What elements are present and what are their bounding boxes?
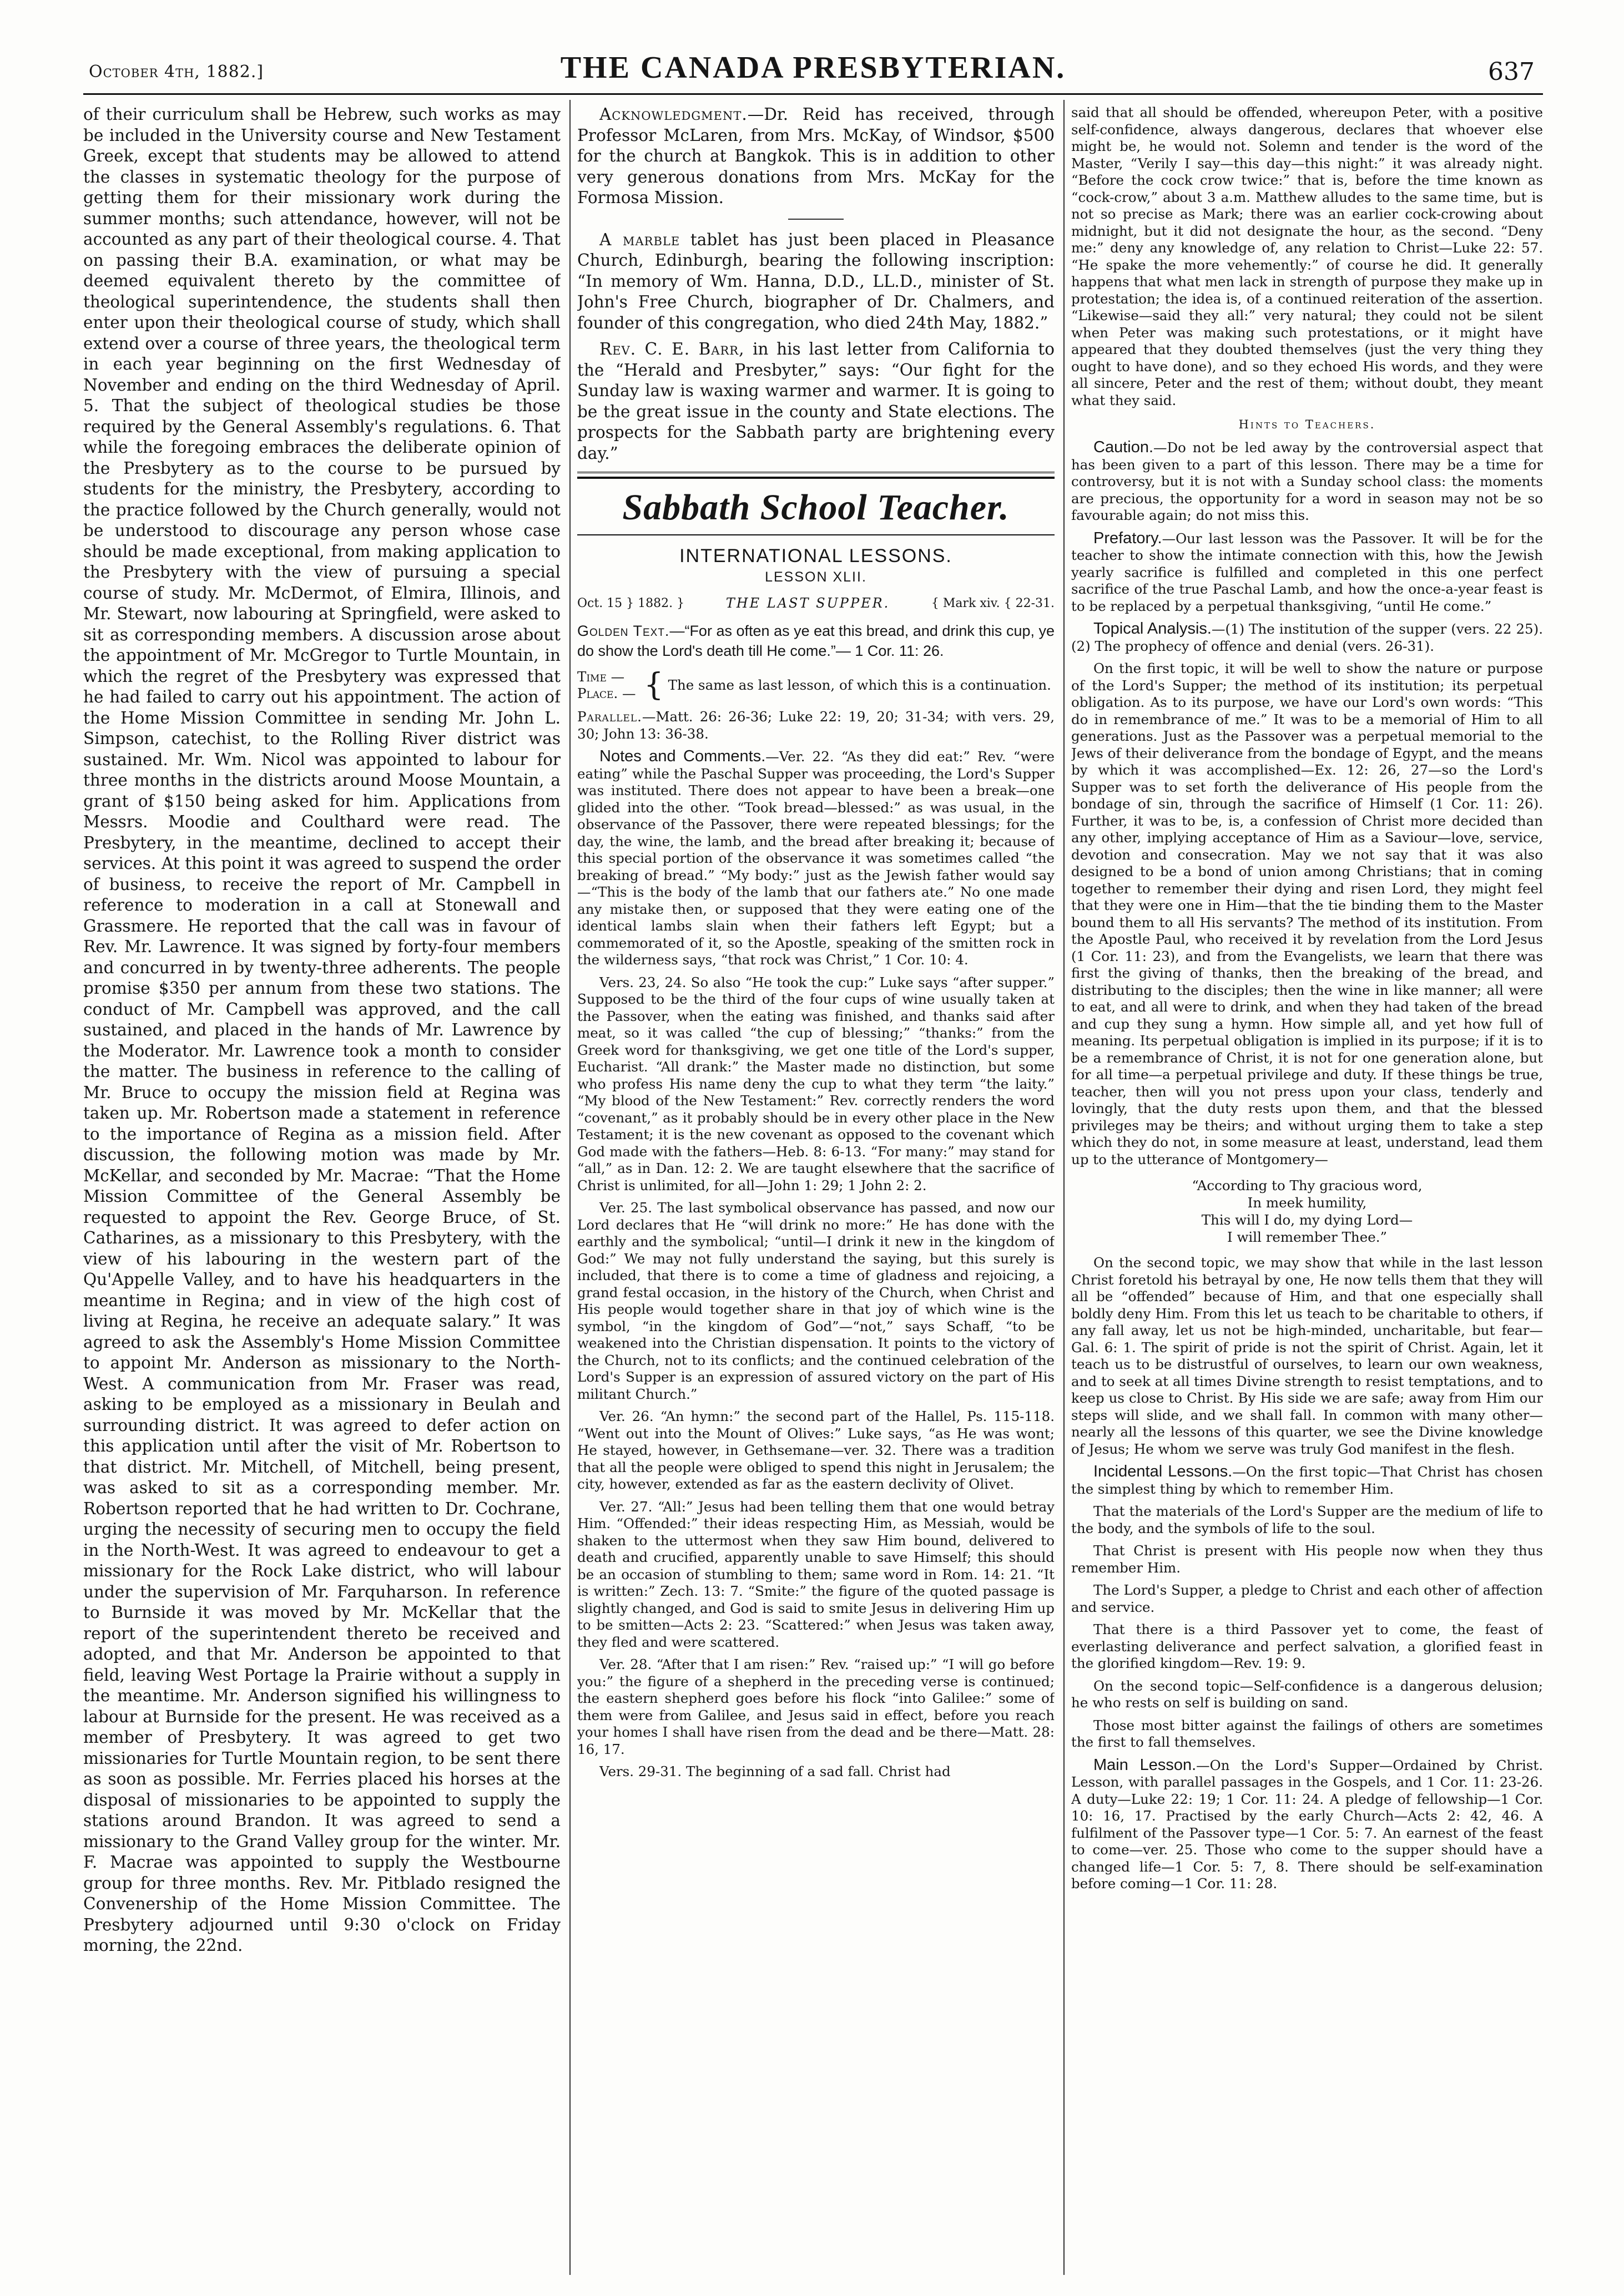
barr-label: Rev. C. E. Barr, bbox=[599, 340, 745, 358]
topical-label: Topical Analysis. bbox=[1093, 620, 1212, 638]
parallel-passages bbox=[577, 709, 1055, 742]
incidental-item: The Lord's Supper, a pledge to Christ and each other of affection and service. bbox=[1071, 1582, 1543, 1615]
page-number: 637 bbox=[1488, 58, 1535, 86]
acknowledgment-text: —Dr. Reid has received, through Professor McLaren, from Mrs. McKay, of Windsor, $500 for the church at Bangkok. This is in addition to other very generous donations from Mrs. McKay for the Formosa Mission. bbox=[577, 105, 1055, 207]
parallel-label: Parallel. bbox=[577, 709, 642, 725]
sabbath-school-masthead: Sabbath School Teacher. bbox=[577, 477, 1055, 535]
first-topic-paragraph: On the first topic, it will be well to show the nature or purpose of the Lord's Supper; the method of its institution; its perpetual obligation. As to its purpose, we have our Lord's own words: “This do in remembrance of me.” It was to be a memorial of Him to all generations. Just as the Passover was a perpetual memorial to the Jews of their deliverance from the bondage of Egypt, and the means by which it was accomplished—Ex. 12: 26, 27—so the Lord's Supper was to set forth the deliverance of His people from the bondage of sin, through the sacrifice of Himself (1 Cor. 11: 26). Further, it was to be, is, a confession of Christ more decided than any other, implying acceptance of Him as a Saviour—love, service, devotion and consecration. May we not say that it was also designed to be a bond of union among Christians; that in coming together to remember their dying and risen Lord, they might feel that they were one in Him—that the tie binding them to the Master bound them to all His servants? The method of its institution. From the Apostle Paul, who received it by revelation from the Lord Jesus (1 Cor. 11: 23), and from the Evangelists, we learn that there was first the giving of thanks, then the breaking of the bread, and distributing to the disciples; then the wine in like manner; all were to eat, and all were to drink, and when they had taken of the bread and cup they sung a hymn. How simple all, and yet how full of meaning. Its perpetual obligation is implied in its purpose; if it is to be a remembrance of Christ, it is not for one generation alone, but for all time—a perpetual privilege and duty. If these things be true, teacher, then will you not press upon your class, tenderly and lovingly, that the duty rests upon them, and that the blessed privileges may be theirs; and without urging them to take a step which they do not, in some measure at least, understand, lead them up to the utterance of Montgomery— bbox=[1071, 660, 1543, 1167]
notes-continued: said that all should be offended, whereupon Peter, with a positive self-confidence, always dangerous, declares that whoever else might be, he would not. Solemn and tender is the word of the Master, “Verily I say—this day—this night:” it was already night. “Before the cock crow twice:” that is, before the time known as “cock-crow,” about 3 a.m. Matthew alludes to the same time, but is not so precise as Mark; there was an earlier cock-crowing about midnight, but it did not designate the hour, as the second. “Deny me:” deny any knowledge of, any relation to Christ—Luke 22: 57. “He spake the more vehemently:” of course he did. It generally happens that what men lack in strength of purpose they make up in protestation; the idea is, of a continued reiteration of the assertion. “Likewise—said they all:” very natural; they could not be silent when Peter was making such protestations, or it might have appeared that they doubted themselves (just the very thing they ought to have done), and so they echoed His words, and they were all sincere, Peter and the rest of them; without doubt, they meant what they said. bbox=[1071, 104, 1543, 408]
column-2 bbox=[577, 104, 1055, 2275]
newspaper-title: THE CANADA PRESBYTERIAN. bbox=[560, 50, 1066, 85]
section-rule bbox=[577, 472, 1055, 473]
column-divider bbox=[1063, 100, 1065, 2275]
incidental-label: Incidental Lessons. bbox=[1093, 1463, 1233, 1480]
incidental-item: That the materials of the Lord's Supper are the medium of life to the body, and the symbols of life to the soul. bbox=[1071, 1503, 1543, 1536]
main-lesson-label: Main Lesson. bbox=[1093, 1756, 1197, 1774]
page-header bbox=[83, 33, 1543, 93]
incidental-item: Those most bitter against the failings of others are sometimes the first to fall themselves. bbox=[1071, 1717, 1543, 1750]
notes-paragraph: Vers. 23, 24. So also “He took the cup:” Luke says “after supper.” Supposed to be the third of the four cups of wine usually taken at the Passover, when the eating was finished, and thanks said after meat, so it was called “the cup of blessing;” “thanks:” from the Greek word for thanksgiving, we get one title of the Lord's supper, Eucharist. “All drank:” the Master made no distinction, but some who profess His name deny the cup to what they term “the laity.” “My blood of the New Testament:” Rev. correctly renders the word “covenant,” as it probably should be in every other place in the New Testament; it is the new covenant as opposed to the covenant which God made with the fathers—Heb. 8: 6-13. “For many:” may stand for “all,” as in Dan. 12: 2. We are taught elsewhere that the sacrifice of Christ is unlimited, for all—John 1: 29; 1 John 2: 2. bbox=[577, 974, 1055, 1193]
acknowledgment-item bbox=[577, 104, 1055, 209]
lessons-title: INTERNATIONAL LESSONS. bbox=[679, 545, 952, 567]
separator-rule bbox=[788, 219, 844, 220]
notes-paragraph: Vers. 29-31. The beginning of a sad fall. Christ had bbox=[599, 1763, 951, 1779]
golden-text-body: —“For as often as ye eat this bread, and drink this cup, ye do show the Lord's death till He come.”— 1 Cor. 11: 26. bbox=[577, 623, 1055, 659]
newspaper-page bbox=[83, 33, 1543, 2275]
golden-text bbox=[577, 621, 1055, 661]
barr-letter-item bbox=[577, 339, 1055, 464]
notes-label: Notes and Comments. bbox=[599, 747, 766, 765]
poem-line: This will I do, my dying Lord— bbox=[1201, 1212, 1413, 1228]
notes-paragraph: Ver. 28. “After that I am risen:” Rev. “raised up:” “I will go before you:” the figure of a shepherd in the preceding verse is continued; the eastern shepherd goes before his flock “into Galilee:” some of them were from Galilee, and Jesus said in effect, before you reach your homes I shall have risen from the dead and be there—Matt. 28: 16, 17. bbox=[577, 1656, 1055, 1757]
main-lesson-paragraph bbox=[1071, 1757, 1543, 1893]
caution-text: —Do not be led away by the controversial aspect that has been given to a part of this lesson. There may be a time for controversy, but it is not with a Sunday school class: the moments are precious, the opportunity for a word in season may not be so favourable again; do not miss this. bbox=[1071, 439, 1543, 523]
barr-text: in his last letter from California to the “Herald and Presbyter,” says: “Our fight for the Sunday law is waxing warmer and warmer. It is going to be the great issue in the county and State elections. The prospects for the Sabbath party are brightening every day.” bbox=[577, 340, 1055, 463]
lesson-reference: { Mark xiv. { 22-31. bbox=[931, 596, 1055, 610]
notes-paragraph bbox=[577, 748, 1055, 969]
hymn-quote bbox=[1071, 1177, 1543, 1246]
brace-glyph: { bbox=[644, 667, 664, 703]
incidental-paragraph bbox=[1071, 1463, 1543, 1498]
time-place-text: The same as last lesson, of which this is a continuation. bbox=[668, 677, 1051, 693]
prefatory-paragraph bbox=[1071, 530, 1543, 615]
incidental-text: —On the first topic—That Christ has chosen the simplest thing by which to remember Him. bbox=[1071, 1464, 1543, 1497]
lesson-date: Oct. 15 } 1882. } bbox=[577, 596, 685, 610]
topical-text: —(1) The institution of the supper (vers. 22 25). (2) The prophecy of offence and denial (vers. 26-31). bbox=[1071, 621, 1543, 654]
hints-heading: Hints to Teachers. bbox=[1238, 418, 1376, 431]
lesson-heading-row bbox=[577, 595, 1055, 611]
acknowledgment-label: Acknowledgment. bbox=[599, 105, 748, 124]
column-divider bbox=[569, 100, 571, 2275]
golden-label: Golden Text. bbox=[577, 623, 670, 639]
incidental-item: That there is a third Passover yet to come, the feast of everlasting deliverance and perfect salvation, a glorified feast in the glorified kingdom—Rev. 19: 9. bbox=[1071, 1621, 1543, 1671]
parallel-text: —Matt. 26: 26-36; Luke 22: 19, 20; 31-34; with vers. 29, 30; John 13: 36-38. bbox=[577, 709, 1055, 742]
second-topic-paragraph: On the second topic, we may show that while in the last lesson Christ foretold his betrayal by one, He now tells them that they will all be “offended” because of Him, and that one especially shall boldly deny Him. From this let us teach to be charitable to others, if any fall away, let us not be high-minded, uncharitable, but fear—Gal. 6: 1. The spirit of pride is not the spirit of Christ. Again, let it teach us to be distrustful of ourselves, to learn our own weakness, and to seek at all times Divine strength to resist temptations, and to keep us close to Christ. By His side we are safe; away from Him our steps will slide, and we shall fall. In common with many other—nearly all the lessons of this quarter, we see the Divine knowledge of Jesus; He whom we serve was truly God manifest in the flesh. bbox=[1071, 1255, 1543, 1457]
poem-line: I will remember Thee.” bbox=[1227, 1229, 1388, 1245]
incidental-item: On the second topic—Self-confidence is a dangerous delusion; he who rests on self is building on sand. bbox=[1071, 1677, 1543, 1711]
time-label: Time — bbox=[577, 669, 625, 685]
notes-paragraph: Ver. 27. “All:” Jesus had been telling them that one would betray Him. “Offended:” their ideas respecting Him, as Messiah, would be shaken to the uttermost when they saw Him bound, delivered to death and crucified, apparently unable to save Himself; this should be an occasion of stumbling to them; same word in Rom. 14: 21. “It is written:” Zech. 13: 7. “Smite:” the figure of the quoted passage is slightly changed, and God is said to smite Jesus in delivering Him up to be smitten—Acts 2: 23. “Scattered:” when Jesus was taken away, they fled and were scattered. bbox=[577, 1498, 1055, 1650]
incidental-item: That Christ is present with His people now when they thus remember Him. bbox=[1071, 1543, 1543, 1576]
notes-text: —Ver. 22. “As they did eat:” Rev. “were eating” while the Paschal Supper was proceeding, the Lord's Supper was instituted. There does not appear to have been a break—one glided into the other. “Took bread—blessed:” as was usual, in the observance of the Passover, there were repeated blessings; for the day, the wine, the lamb, and the bread after breaking it; because of this special portion of the observance it was sometimes called “the breaking of bread.” “My body:” just as the Jewish father would say—“This is the body of the lamb that our fathers ate.” No one made any mistake then, or supposed that they were eating one of the identical lambs slain when their fathers left Egypt; but a commemorated of it, so the Apostle, speaking of the smitten rock in the wilderness says, “that rock was Christ,” 1 Cor. 10: 4. bbox=[577, 749, 1055, 968]
main-lesson-text: —On the Lord's Supper—Ordained by Christ. Lesson, with parallel passages in the Gospels, and 1 Cor. 11: 23-26. A duty—Luke 22: 19; 1 Cor. 11: 24. A pledge of fellowship—1 Cor. 10: 16, 17. Practised by the early Church—Acts 2: 42, 46. A fulfilment of the Passover type—1 Cor. 5: 7. An earnest of the feast to come—ver. 25. Those who come to the supper should have a changed life—1 Cor. 5: 7, 8. There should be self-examination before coming—1 Cor. 11: 28. bbox=[1071, 1757, 1543, 1892]
marble-text: tablet has just been placed in Pleasance Church, Edinburgh, bearing the following inscription: “In memory of Wm. Hanna, D.D., LL.D., minister of St. John's Free Church, biographer of Dr. Chalmers, and founder of this congregation, who died 24th May, 1882.” bbox=[577, 230, 1055, 332]
presbytery-report-text: of their curriculum shall be Hebrew, such works as may be included in the University course and New Testament Greek, except that students may be allowed to attend the classes in systematic theology for the purpose of getting them for their missionary work during the summer months; such attendance, however, will not be accounted as any part of their theological course. 4. That on passing their B.A. examination, or what may be deemed equivalent thereto by the committee of theological superintendence, the students shall then enter upon their theological course of study, which shall extend over a course of three years, the theological term in each year beginning on the first Wednesday of November and ending on the third Wednesday of April. 5. That the subject of theological studies be those required by the General Assembly's regulations. 6. That while the foregoing embraces the deliberate opinion of the Presbytery as to the course to be pursued by students for the ministry, the Presbytery, according to the practice followed by the Church generally, would not be understood to discourage any person whose case should be made exceptional, from making application to the Presbytery with the view of pursuing a special course of study. Mr. McDermot, of Elmira, Illinois, and Mr. Stewart, now labouring at Springfield, were asked to sit as corresponding members. A discussion arose about the appointment of Mr. McGregor to Turtle Mountain, in which the regret of the Presbytery was expressed that he had failed to carry out his appointment. The action of the Home Mission Committee in sending Mr. John L. Simpson, catechist, to the Rolling River district was sustained. Mr. Wm. Nicol was appointed to labour for three months in the districts around Moose Mountain, a grant of $150 being asked for him. Applications from Messrs. Moodie and Coulthard were read. The Presbytery, in the meantime, declined to accept their services. At this point it was agreed to suspend the order of business, to receive the report of Mr. Campbell in reference to moderation in a call at Stonewall and Grassmere. He reported that the call was in favour of Rev. Mr. Lawrence. It was signed by forty-four members and concurred in by twenty-three adherents. The people promise $350 per annum from these two stations. The conduct of Mr. Campbell was approved, and the call sustained, and placed in the hands of Mr. Lawrence by the Moderator. Mr. Lawrence took a month to consider the matter. The business in reference to the calling of Mr. Bruce to occupy the mission field at Regina was taken up. Mr. Robertson made a statement in reference to the importance of Regina as a mission field. After discussion, the following motion was made by Mr. McKellar, and seconded by Mr. Macrae: “That the Home Mission Committee of the General Assembly be requested to appoint the Rev. George Bruce, of St. Catharines, as a missionary to this Presbytery, with the view of his labouring in the western part of the Qu'Appelle Valley, and to have his headquarters in the meantime in Regina; and in view of the high cost of living at Regina, he receive an adequate salary.” It was agreed to ask the Assembly's Home Mission Committee to appoint Mr. Anderson as missionary to the North-West. A communication from Mr. Fraser was read, asking to be employed as a missionary in Beulah and surrounding district. It was agreed to defer action on this application until after the visit of Mr. Robertson to that district. Mr. Mitchell, of Mitchell, being present, was asked to sit as a corresponding member. Mr. Robertson reported that he had written to Dr. Cochrane, urging the necessity of securing men to occupy the field in the North-West. It was agreed to endeavour to get a missionary for the Rock Lake district, who will labour under the supervision of Mr. Farquharson. In reference to Burnside it was moved by Mr. McKellar that the report of the superintendent thereto be received and adopted, and that Mr. Anderson be appointed to that field, leaving West Portage la Prairie without a supply in the meantime. Mr. Anderson signified his willingness to labour at Burnside for the present. He was received as a member of Presbytery. It was agreed to get two missionaries for Turtle Mountain region, to be sent there as soon as possible. Mr. Ferries placed his horses at the disposal of missionaries to be appointed to supply the stations around Brandon. It was agreed to send a missionary to the Grand Valley group for the winter. Mr. F. Macrae was appointed to supply the Westbourne group for three months. Rev. Mr. Pitblado resigned the Convenership of the Home Mission Committee. The Presbytery adjourned until 9:30 o'clock on Friday morning, the 22nd. bbox=[83, 105, 561, 1955]
header-rule bbox=[83, 93, 1543, 95]
topical-paragraph bbox=[1071, 620, 1543, 655]
poem-line: In meek humility, bbox=[1247, 1195, 1367, 1211]
column-1 bbox=[83, 104, 561, 2275]
poem-line: “According to Thy gracious word, bbox=[1192, 1177, 1423, 1193]
notes-paragraph: Ver. 25. The last symbolical observance has passed, and now our Lord declares that He “will drink no more:” He has done with the earthly and the symbolical; “until—I drink it new in the kingdom of God:” We may not fully understand the saying, but this surely is included, that there is to come a time of gladness and rejoicing, a grand festal occasion, in the history of the Church, when Christ and His people would together share in that joy of which wine is the symbol, “in the kingdom of God”—“not,” says Schaff, “to be weakened into the Christian dispensation. It points to the victory of the Church, not to its conflicts; and the continued celebration of the Lord's Supper is an expression of assured victory on the part of His militant Church.” bbox=[577, 1200, 1055, 1402]
prefatory-text: —Our last lesson was the Passover. It will be for the teacher to show the intimate connection with this, how the Jewish yearly sacrifice is fulfilled and completed in this one perfect sacrifice of the true Paschal Lamb, and how the once-a-year feast is to be replaced by a perpetual thanksgiving, “until He come.” bbox=[1071, 530, 1543, 614]
prefatory-label: Prefatory. bbox=[1093, 529, 1162, 547]
column-3 bbox=[1071, 104, 1543, 2275]
lesson-number: LESSON XLII. bbox=[765, 569, 867, 585]
issue-date: October 4th, 1882.] bbox=[89, 62, 264, 82]
marble-label: A marble bbox=[599, 230, 680, 249]
notes-paragraph: Ver. 26. “An hymn:” the second part of the Hallel, Ps. 115-118. “Went out into the Mount of Olives:” Luke says, “as He was wont; He stayed, however, in Gethsemane—ver. 32. There was a tradition that all the people were obliged to spend this night in Jerusalem; the city, however, extended as far as the eastern declivity of Olivet. bbox=[577, 1408, 1055, 1492]
caution-label: Caution. bbox=[1093, 438, 1154, 456]
place-label: Place. — bbox=[577, 685, 636, 701]
marble-tablet-item bbox=[577, 230, 1055, 334]
time-place bbox=[577, 669, 1055, 702]
caution-paragraph bbox=[1071, 439, 1543, 524]
lesson-name: THE LAST SUPPER. bbox=[725, 595, 890, 611]
